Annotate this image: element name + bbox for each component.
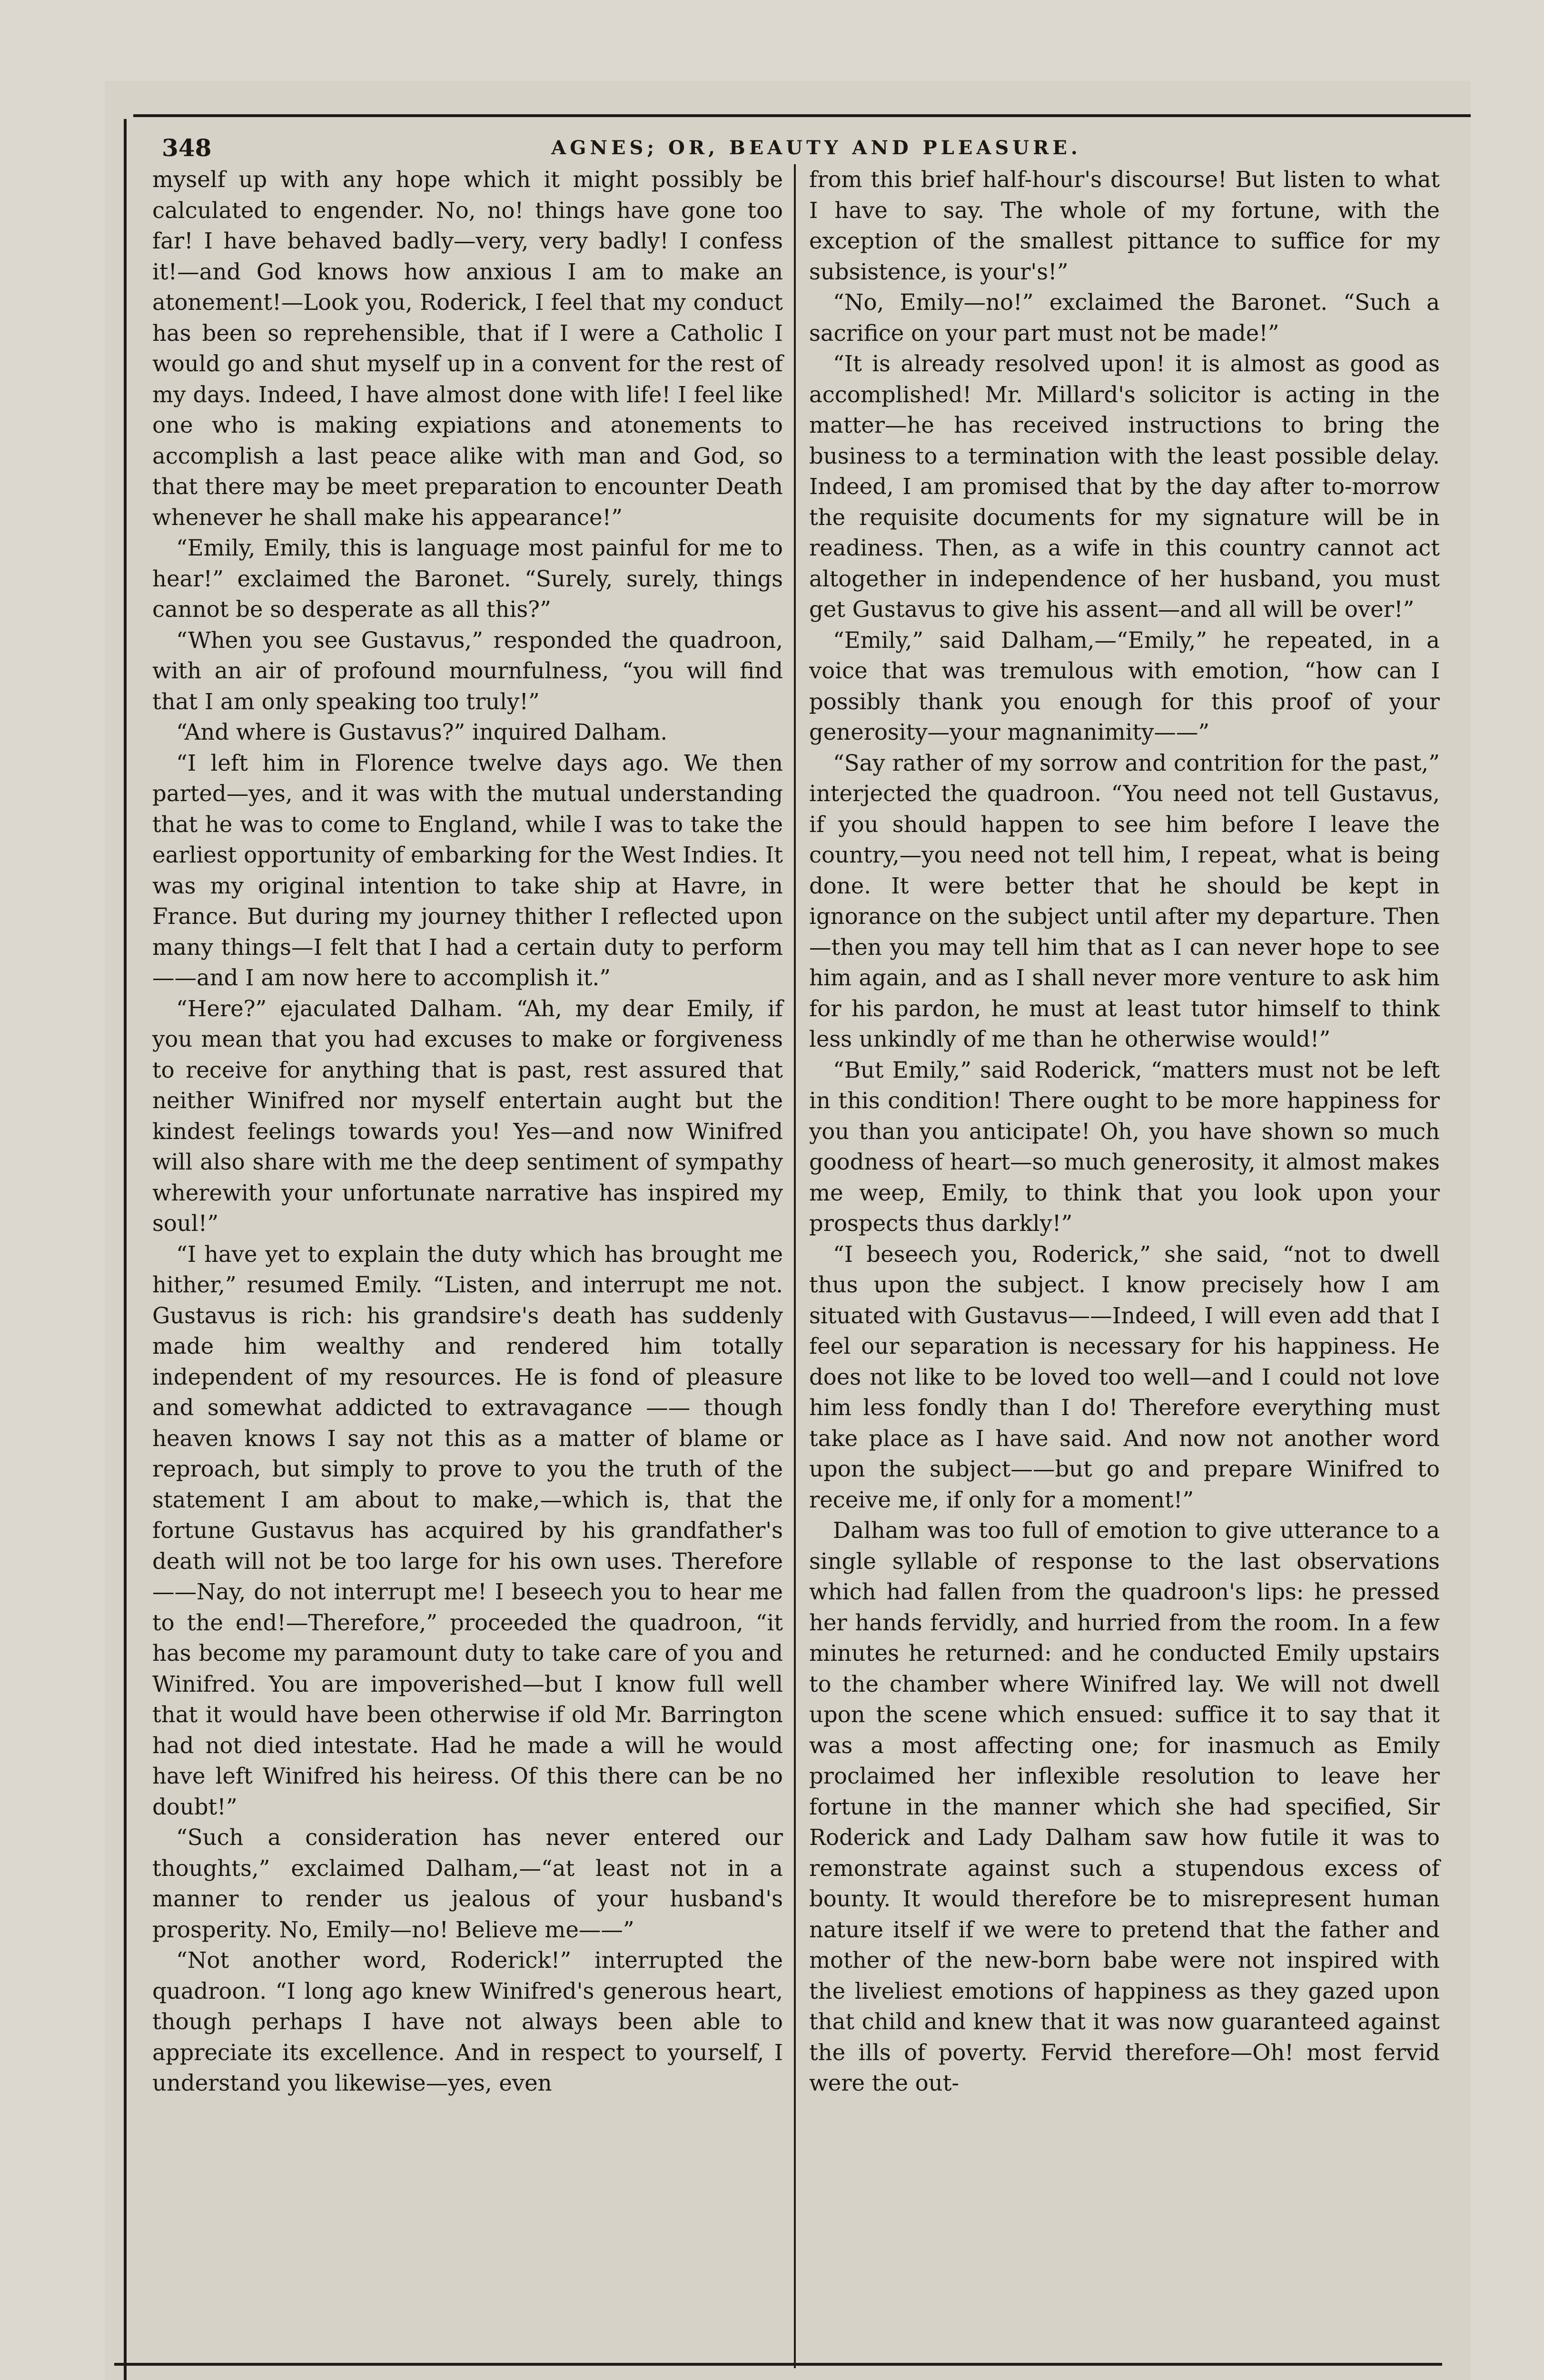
top-rule: [133, 114, 1471, 117]
paragraph: “Not another word, Roderick!” interrupted the quadroon. “I long ago knew Winifred's generous heart, though perhaps I have not always been able to appreciate its excellence. And in respect to yourself, I understand you likewise—yes, even: [152, 1947, 783, 2096]
paragraph: “Emily, Emily, this is language most painful for me to hear!” exclaimed the Baronet. “Surely, surely, things cannot be so desperate as all this?”: [152, 535, 783, 622]
column-divider: [794, 164, 796, 2368]
running-head: AGNES; OR, BEAUTY AND PLEASURE.: [551, 136, 1081, 159]
paragraph: “I left him in Florence twelve days ago. We then parted—yes, and it was with the mutual understanding that he was to come to England, while I was to take the earliest opportunity of embarking for the West Indies. It was my original intention to take ship at Havre, in France. But during my journey thither I reflected upon many things—I felt that I had a certain duty to perform——and I am now here to accomplish it.”: [152, 750, 783, 991]
paragraph: “No, Emily—no!” exclaimed the Baronet. “Such a sacrifice on your part must not be made!”: [809, 289, 1440, 346]
paragraph: “Such a consideration has never entered our thoughts,” exclaimed Dalham,—“at least not in a manner to render us jealous of your husband's prosperity. No, Emily—no! Believe me——”: [152, 1825, 783, 1943]
right-column: [809, 164, 1440, 2099]
paragraph: “Emily,” said Dalham,—“Emily,” he repeated, in a voice that was tremulous with emotion, “how can I possibly thank you enough for this proof of your generosity—your magnanimity——”: [809, 627, 1440, 745]
book-page: [105, 81, 1471, 2380]
left-column: [152, 164, 783, 2099]
paragraph: from this brief half-hour's discourse! But listen to what I have to say. The whole of my fortune, with the exception of the smallest pittance to suffice for my subsistence, is your's!”: [809, 167, 1440, 285]
page-number: 348: [162, 133, 212, 162]
paragraph: “I beseech you, Roderick,” she said, “not to dwell thus upon the subject. I know precisely how I am situated with Gustavus——Indeed, I will even add that I feel our separation is necessary for his happiness. He does not like to be loved too well—and I could not love him less fondly than I do! Therefore everything must take place as I have said. And now not another word upon the subject——but go and prepare Winifred to receive me, if only for a moment!”: [809, 1241, 1440, 1513]
paragraph: “And where is Gustavus?” inquired Dalham.: [176, 719, 668, 745]
paragraph: myself up with any hope which it might possibly be calculated to engender. No, no! things have gone too far! I have behaved badly—very, very badly! I confess it!—and God knows how anxious I am to make an atonement!—Look you, Roderick, I feel that my conduct has been so reprehensible, that if I were a Catholic I would go and shut myself up in a convent for the rest of my days. Indeed, I have almost done with life! I feel like one who is making expiations and atonements to accomplish a last peace alike with man and God, so that there may be meet preparation to encounter Death whenever he shall make his appearance!”: [152, 167, 783, 530]
paragraph: “When you see Gustavus,” responded the quadroon, with an air of profound mournfulness, “you will find that I am only speaking too truly!”: [152, 627, 783, 714]
bottom-rule: [114, 2363, 1442, 2366]
paragraph: Dalham was too full of emotion to give utterance to a single syllable of response to the last observations which had fallen from the quadroon's lips: he pressed her hands fervidly, and hurried from the room. In a few minutes he returned: and he conducted Emily upstairs to the chamber where Winifred lay. We will not dwell upon the scene which ensued: suffice it to say that it was a most affecting one; for inasmuch as Emily proclaimed her inflexible resolution to leave her fortune in the manner which she had specified, Sir Roderick and Lady Dalham saw how futile it was to remonstrate against such a stupendous excess of bounty. It would therefore be to misrepresent human nature itself if we were to pretend that the father and mother of the new-born babe were not inspired with the liveliest emotions of happiness as they gazed upon that child and knew that it was now guaranteed against the ills of poverty. Fervid therefore—Oh! most fervid were the out-: [809, 1517, 1440, 2096]
paragraph: “Say rather of my sorrow and contrition for the past,” interjected the quadroon. “You need not tell Gustavus, if you should happen to see him before I leave the country,—you need not tell him, I repeat, what is being done. It were better that he should be kept in ignorance on the subject until after my departure. Then—then you may tell him that as I can never hope to see him again, and as I shall never more venture to ask him for his pardon, he must at least tutor himself to think less unkindly of me than he otherwise would!”: [809, 750, 1440, 1052]
paragraph: “But Emily,” said Roderick, “matters must not be left in this condition! There ought to be more happiness for you than you anticipate! Oh, you have shown so much goodness of heart—so much generosity, it almost makes me weep, Emily, to think that you look upon your prospects thus darkly!”: [809, 1057, 1440, 1236]
paragraph: “I have yet to explain the duty which has brought me hither,” resumed Emily. “Listen, and interrupt me not. Gustavus is rich: his grandsire's death has suddenly made him wealthy and rendered him totally independent of my resources. He is fond of pleasure and somewhat addicted to extravagance —— though heaven knows I say not this as a matter of blame or reproach, but simply to prove to you the truth of the statement I am about to make,—which is, that the fortune Gustavus has acquired by his grandfather's death will not be too large for his own uses. Therefore——Nay, do not interrupt me! I beseech you to hear me to the end!—Therefore,” proceeded the quadroon, “it has become my paramount duty to take care of you and Winifred. You are impoverished—but I know full well that it would have been otherwise if old Mr. Barrington had not died intestate. Had he made a will he would have left Winifred his heiress. Of this there can be no doubt!”: [152, 1241, 783, 1820]
left-rule: [124, 119, 127, 2380]
paragraph: “Here?” ejaculated Dalham. “Ah, my dear Emily, if you mean that you had excuses to make or forgiveness to receive for anything that is past, rest assured that neither Winifred nor myself entertain aught but the kindest feelings towards you! Yes—and now Winifred will also share with me the deep sentiment of sympathy wherewith your unfortunate narrative has inspired my soul!”: [152, 995, 783, 1236]
page-header: [162, 126, 1442, 169]
paragraph: “It is already resolved upon! it is almost as good as accomplished! Mr. Millard's solicitor is acting in the matter—he has received instructions to bring the business to a termination with the least possible delay. Indeed, I am promised that by the day after to-morrow the requisite documents for my signature will be in readiness. Then, as a wife in this country cannot act altogether in independence of her husband, you must get Gustavus to give his assent—and all will be over!”: [809, 351, 1440, 622]
